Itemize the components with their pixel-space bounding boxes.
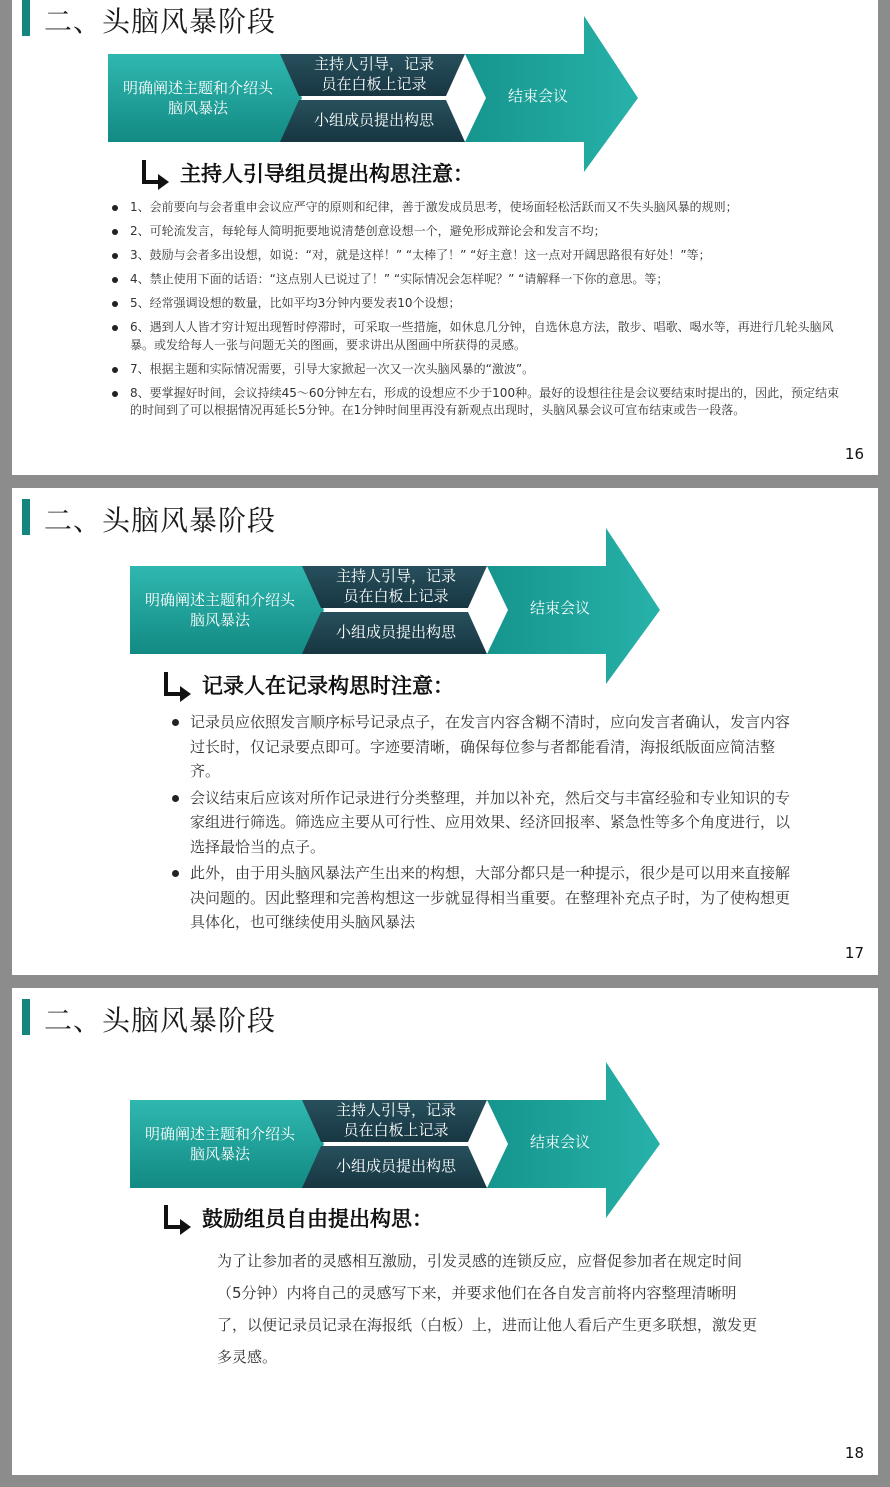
sub-heading <box>142 158 474 188</box>
bullet-list <box>168 710 798 937</box>
flow-step-intro-line2: 脑风暴法 <box>189 1145 250 1163</box>
flow-step-intro-line1: 明确阐述主题和介绍头 <box>144 591 295 609</box>
sub-heading <box>164 1203 433 1233</box>
list-item: 7、根据主题和实际情况需要，引导大家掀起一次又一次头脑风暴的“激波”。 <box>108 361 846 379</box>
flow-step-intro <box>108 78 288 118</box>
corner-arrow-icon <box>142 160 168 186</box>
slide-18 <box>12 988 878 1475</box>
flow-step-end: 结束会议 <box>529 1133 590 1151</box>
sub-heading <box>164 670 454 700</box>
page-number: 16 <box>844 445 864 463</box>
flow-step-host <box>294 54 454 94</box>
list-item: 会议结束后应该对所作记录进行分类整理，并加以补充，然后交与丰富经验和专业知识的专家组进行筛选。筛选应主要从可行性、应用效果、经济回报率、紧急性等多个角度进行，以选择最恰当的点子。 <box>168 786 798 860</box>
flow-step-host-line2: 员在白板上记录 <box>343 1121 449 1139</box>
slide-16 <box>12 0 878 475</box>
title-accent-bar <box>22 0 30 36</box>
flow-step-end: 结束会议 <box>507 87 568 105</box>
flow-step-intro-line2: 脑风暴法 <box>189 611 250 629</box>
flow-step-intro-line2: 脑风暴法 <box>167 99 228 117</box>
corner-arrow-icon <box>164 1205 190 1231</box>
title-accent-bar <box>22 999 30 1035</box>
flow-step-host-line1: 主持人引导，记录 <box>335 1101 456 1119</box>
sub-heading-text: 记录人在记录构思时注意： <box>202 674 454 698</box>
list-item: 5、经常强调设想的数量，比如平均3分钟内要发表10个设想； <box>108 295 846 313</box>
slide-title: 二、头脑风暴阶段 <box>44 5 277 38</box>
flow-step-host-line2: 员在白板上记录 <box>343 587 449 605</box>
flow-step-intro-line1: 明确阐述主题和介绍头 <box>122 79 273 97</box>
flow-step-members: 小组成员提出构思 <box>313 111 434 129</box>
process-flow <box>108 16 638 172</box>
title-accent-bar <box>22 499 30 535</box>
corner-arrow-icon <box>164 672 190 698</box>
list-item: 2、可轮流发言，每轮每人简明扼要地说清楚创意设想一个，避免形成辩论会和发言不均； <box>108 223 846 241</box>
bullet-list <box>108 199 846 426</box>
list-item: 1、会前要向与会者重申会议应严守的原则和纪律，善于激发成员思考，使场面轻松活跃而又不失头脑风暴的规则； <box>108 199 846 217</box>
list-item: 4、禁止使用下面的话语：“这点别人已说过了！” “实际情况会怎样呢？” “请解释一下你的意思。等； <box>108 271 846 289</box>
flow-step-intro <box>130 1124 310 1164</box>
slide-title: 二、头脑风暴阶段 <box>44 504 277 537</box>
list-item: 6、遇到人人皆才穷计短出现暂时停滞时，可采取一些措施，如休息几分钟，自选休息方法，散步、唱歌、喝水等，再进行几轮头脑风暴。或发给每人一张与问题无关的图画，要求讲出从图画中所获得的灵感。 <box>108 319 846 354</box>
flow-step-intro <box>130 590 310 630</box>
slide-17 <box>12 488 878 975</box>
list-item: 8、要掌握好时间，会议持续45～60分钟左右，形成的设想应不少于100种。最好的设想往往是会议要结束时提出的，因此，预定结束的时间到了可以根据情况再延长5分钟。在1分钟时间里再没有新观点出现时，头脑风暴会议可宣布结束或告一段落。 <box>108 385 846 420</box>
slide-title: 二、头脑风暴阶段 <box>44 1004 277 1037</box>
flow-step-host-line2: 员在白板上记录 <box>321 75 427 93</box>
flow-step-end: 结束会议 <box>529 599 590 617</box>
flow-step-intro-line1: 明确阐述主题和介绍头 <box>144 1125 295 1143</box>
flow-step-members: 小组成员提出构思 <box>335 623 456 641</box>
process-flow <box>130 1062 660 1218</box>
list-item: 3、鼓励与会者多出设想，如说：“对，就是这样！” “太棒了！” “好主意！这一点对开阔思路很有好处！”等； <box>108 247 846 265</box>
flow-step-host-line1: 主持人引导，记录 <box>313 55 434 73</box>
flow-step-host <box>316 1100 476 1140</box>
list-item: 此外，由于用头脑风暴法产生出来的构想，大部分都只是一种提示，很少是可以用来直接解决问题的。因此整理和完善构想这一步就显得相当重要。在整理补充点子时，为了使构想更具体化，也可继续使用头脑风暴法 <box>168 861 798 935</box>
page-number: 17 <box>844 944 864 962</box>
body-paragraph: 为了让参加者的灵感相互激励，引发灵感的连锁反应，应督促参加者在规定时间（5分钟）内将自己的灵感写下来，并要求他们在各自发言前将内容整理清晰明了，以便记录员记录在海报纸（白板）上，进而让他人看后产生更多联想，激发更多灵感。 <box>217 1252 758 1366</box>
process-flow <box>130 528 660 684</box>
sub-heading-text: 主持人引导组员提出构思注意： <box>180 162 474 186</box>
sub-heading-text: 鼓励组员自由提出构思： <box>202 1207 433 1231</box>
list-item: 记录员应依照发言顺序标号记录点子，在发言内容含糊不清时，应向发言者确认，发言内容过长时，仅记录要点即可。字迹要清晰，确保每位参与者都能看清，海报纸版面应简洁整齐。 <box>168 710 798 784</box>
flow-step-host-line1: 主持人引导，记录 <box>335 567 456 585</box>
flow-step-host <box>316 566 476 606</box>
flow-step-members: 小组成员提出构思 <box>335 1157 456 1175</box>
page-number: 18 <box>844 1444 864 1462</box>
